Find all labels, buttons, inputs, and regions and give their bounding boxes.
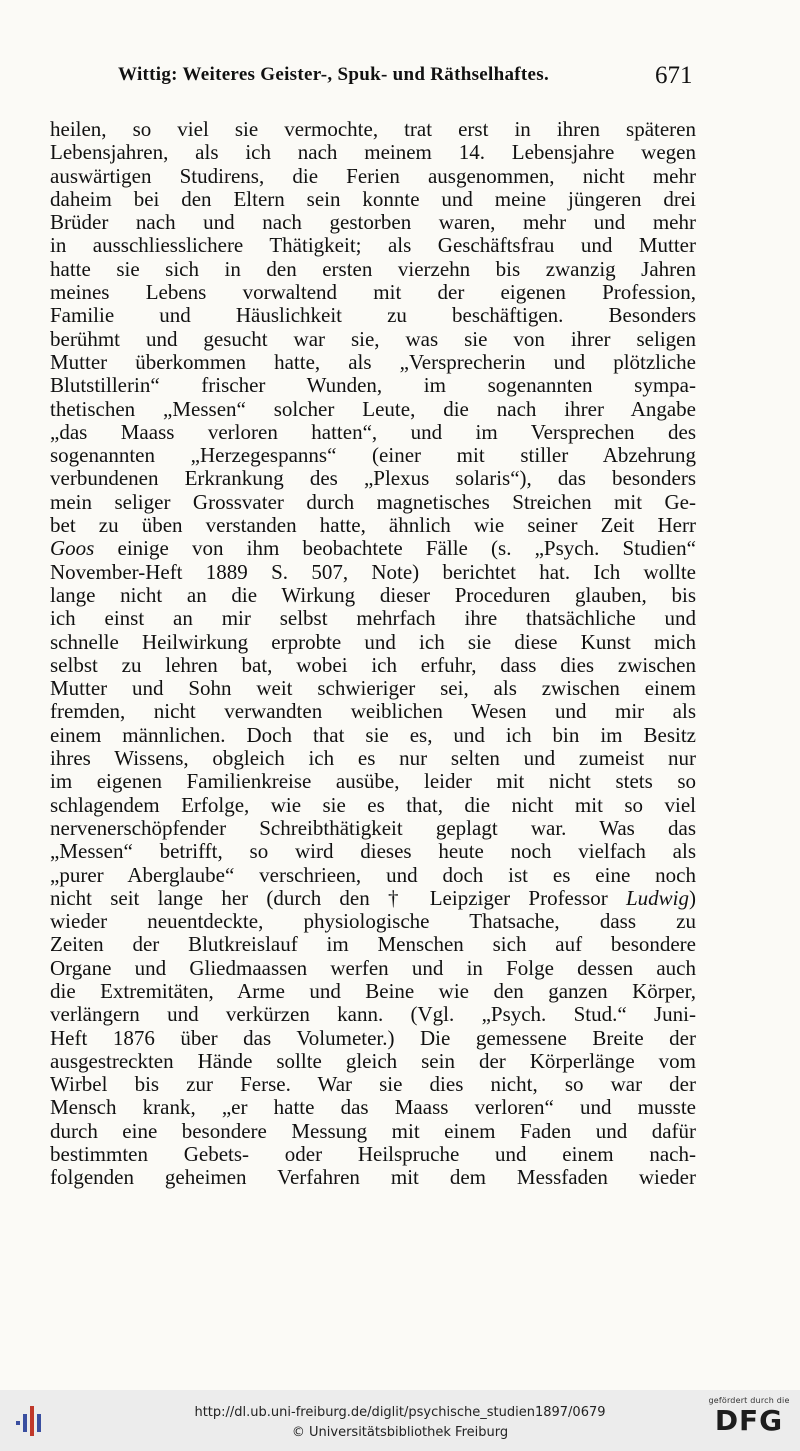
italic-name: Goos [50, 536, 95, 561]
text-line: Mutter überkommen hatte, als „Versprecherin und plötzliche [50, 349, 696, 374]
text-line: nervenerschöpfender Schreibthätigkeit geplagt war. Was das [50, 815, 696, 840]
text-line: die Extremitäten, Arme und Beine wie den ganzen Körper, [50, 978, 696, 1003]
text-line: Organe und Gliedmaassen werfen und in Folge dessen auch [50, 955, 696, 980]
text-line: Heft 1876 über das Volumeter.) Die gemessene Breite der [50, 1025, 696, 1050]
page-number: 671 [655, 62, 693, 89]
text-line: selbst zu lehren bat, wobei ich erfuhr, dass dies zwischen [50, 652, 696, 677]
text-line: wieder neuentdeckte, physiologische Thatsache, dass zu [50, 909, 696, 934]
text-line: Zeiten der Blutkreislauf im Menschen sich auf besondere [50, 932, 696, 957]
text-line: ihres Wissens, obgleich ich es nur selten und zumeist nur [50, 746, 696, 771]
text-line: in ausschliesslichere Thätigkeit; als Geschäftsfrau und Mutter [50, 233, 696, 258]
running-title: Wittig: Weiteres Geister-, Spuk- und Räthselhaftes. [118, 64, 550, 85]
text-line: einem männlichen. Doch that sie es, und ich bin im Besitz [50, 722, 696, 747]
text-line: im eigenen Familienkreise ausübe, leider mit nicht stets so [50, 769, 696, 794]
dfg-logo [705, 1396, 793, 1446]
dfg-caption: gefördert durch die [708, 1396, 790, 1405]
text-line: Blutstillerin“ frischer Wunden, im sogenannten sympa- [50, 373, 696, 398]
text-line: folgenden geheimen Verfahren mit dem Messfaden wieder [50, 1165, 696, 1190]
text-line: verlängern und verkürzen kann. (Vgl. „Psych. Stud.“ Juni- [50, 1002, 696, 1027]
text-line: meines Lebens vorwaltend mit der eigenen Profession, [50, 280, 696, 305]
italic-name: Ludwig [625, 885, 689, 910]
text-line: ausgestreckten Hände sollte gleich sein der Körperlänge vom [50, 1048, 696, 1073]
copyright-notice: © Universitätsbibliothek Freiburg [291, 1425, 509, 1440]
text-line: daheim bei den Eltern sein konnte und meine jüngeren drei [50, 186, 696, 211]
text-line: heilen, so viel sie vermochte, trat erst in ihren späteren [50, 117, 696, 141]
text-line: Familie und Häuslichkeit zu beschäftigen. Besonders [50, 303, 696, 328]
text-line: nicht seit lange her (durch den † Leipziger Professor Ludwig) [50, 885, 696, 910]
body-text [50, 118, 696, 1190]
text-line: fremden, nicht verwandten weiblichen Wesen und mir als [50, 699, 696, 724]
text-line: Mensch krank, „er hatte das Maass verloren“ und musste [50, 1095, 696, 1120]
text-line: Goos einige von ihm beobachtete Fälle (s. „Psych. Studien“ [50, 536, 696, 561]
text-line: Mutter und Sohn weit schwieriger sei, als zwischen einem [50, 676, 696, 701]
text-line: Brüder nach und nach gestorben waren, mehr und mehr [50, 210, 696, 235]
text-line: „purer Aberglaube“ verschrieen, und doch ist es eine noch [50, 862, 696, 887]
text-line: hatte sie sich in den ersten vierzehn bis zwanzig Jahren [50, 256, 696, 281]
text-line: Wirbel bis zur Ferse. War sie dies nicht, so war der [50, 1072, 696, 1097]
text-line: „Messen“ betrifft, so wird dieses heute noch vielfach als [50, 839, 696, 864]
text-line: lange nicht an die Wirkung dieser Proceduren glauben, bis [50, 582, 696, 607]
text-line: bet zu üben verstanden hatte, ähnlich wie seiner Zeit Herr [50, 513, 696, 538]
text-line: verbundenen Erkrankung des „Plexus solaris“), das besonders [50, 466, 696, 491]
text-line: „das Maass verloren hatten“, und im Versprechen des [50, 419, 696, 444]
dfg-logo-text: DFG [714, 1404, 784, 1437]
text-line: Lebensjahren, als ich nach meinem 14. Lebensjahre wegen [50, 140, 696, 165]
text-line: auswärtigen Studirens, die Ferien ausgenommen, nicht mehr [50, 163, 696, 188]
text-line: durch eine besondere Messung mit einem Faden und dafür [50, 1118, 696, 1143]
text-line: sogenannten „Herzegespanns“ (einer mit stiller Abzehrung [50, 443, 696, 468]
permalink-link[interactable]: http://dl.ub.uni-freiburg.de/diglit/psychische_studien1897/0679 [194, 1405, 606, 1420]
text-line: thetischen „Messen“ solcher Leute, die nach ihrer Angabe [50, 396, 696, 421]
text-line: schnelle Heilwirkung erprobte und ich sie diese Kunst mich [50, 629, 696, 654]
text-line: mein seliger Grossvater durch magnetisches Streichen mit Ge- [50, 489, 696, 514]
text-line: bestimmten Gebets- oder Heilspruche und einem nach- [50, 1142, 696, 1167]
text-line: ich einst an mir selbst mehrfach ihre thatsächliche und [50, 606, 696, 631]
text-line: November-Heft 1889 S. 507, Note) berichtet hat. Ich wollte [50, 559, 696, 584]
text-line: berühmt und gesucht war sie, was sie von ihrer seligen [50, 326, 696, 351]
viewer-footer [0, 1390, 800, 1451]
text-line: schlagendem Erfolge, wie sie es that, die nicht mit so viel [50, 792, 696, 817]
